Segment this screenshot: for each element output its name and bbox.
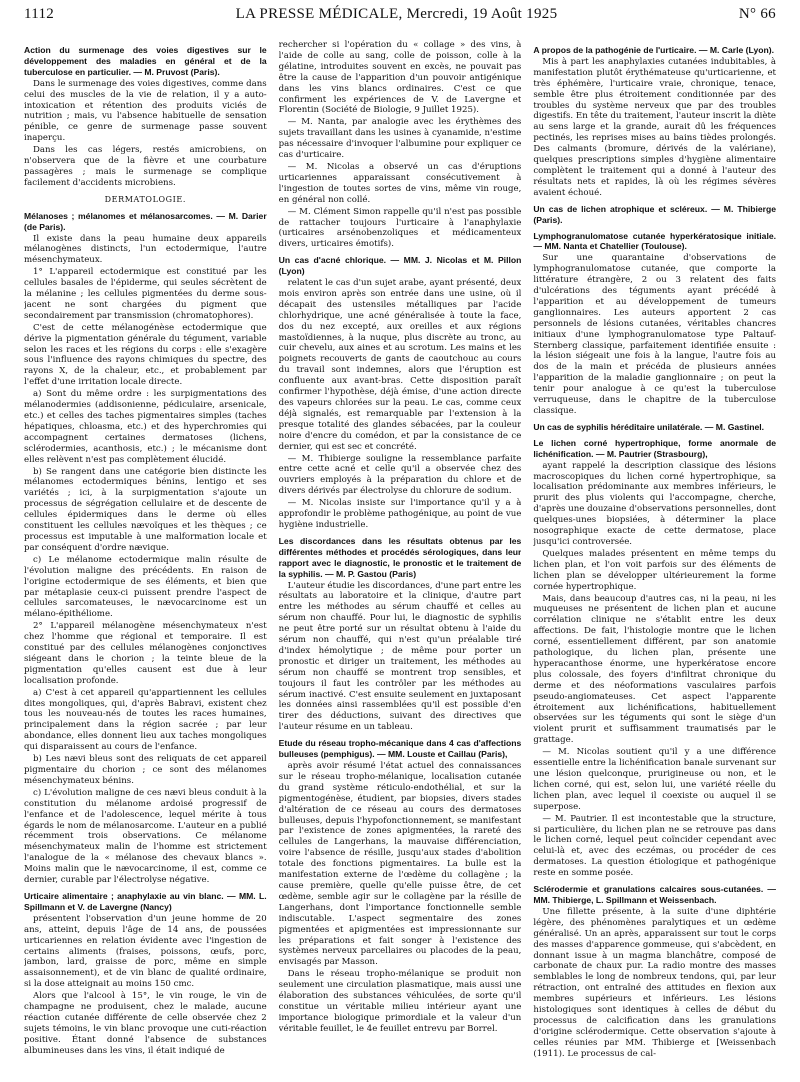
article-heading: Un cas d'acné chlorique. — MM. J. Nicolas et M. Pillon (Lyon) — [278, 255, 522, 277]
article-heading: Sclérodermie et granulations calcaires sous-cutanées. — MM. Thibierge, L. Spillmann et Weissenbach. — [533, 884, 777, 905]
running-header — [24, 6, 776, 32]
article-heading: Un cas de lichen atrophique et scléreux. — M. Thibierge (Paris). — [533, 203, 777, 225]
paragraph: L'auteur étudie les discordances, d'une part entre les résultats au laboratoire et la clinique, d'autre part entre les méthodes au sérum chauffé et celles au sérum non chauffé. Pour lui, le diagnostic de syphilis ne peut être porté sur un résultat obtenu à l'aide du sérum non chauffé, qui n'est qu'un préalable tiré d'index hémolytique ; de même pour porter un pronostic et diriger un traitement, les méthodes au sérum non chauffé se montrent trop sensibles, et toujours il faut les contrôler par les méthodes au sérum inactivé. C'est ensuite seulement en juxtaposant les données ainsi rassemblées qu'il est possible d'en tirer des déductions, suivant des directives que l'auteur résume en un tableau. — [278, 580, 522, 733]
paragraph: — M. Nicolas insiste sur l'importance qu'il y a à approfondir le problème pathogénique, au point de vue hygiène industrielle. — [278, 498, 522, 530]
issue-number: N° 66 — [738, 6, 776, 22]
article-heading: Etude du réseau tropho-mécanique dans 4 cas d'affections bulleuses (pemphigus). — MM. Louste et Caillau (Paris), — [278, 738, 522, 760]
paragraph: Mais, dans beaucoup d'autres cas, ni la peau, ni les muqueuses ne présentent de lichen plan et aucune corrélation clinique ne s'établit entre les deux affections. De fait, l'histologie montre que le lichen corné, essentiellement différent, par son anatomie pathologique, du lichen plan, présente une hyperacanthose énorme, une hyperkératose encore plus colossale, des foyers d'infiltrat chronique du derme et des néoformations vasculaires parfois pseudo-angiomateuses. Cet aspect l'apparente étroitement aux lichénifications, habituellement observées sur les téguments qui sont le siège d'un violent prurit et suffisamment traumatisés par le grattage. — [533, 593, 777, 746]
column-3 — [533, 40, 776, 1080]
paragraph: Une fillette présente, à la suite d'une diphtérie légère, des phénomènes paralytiques et un œdème généralisé. Un an après, apparaissent sur tout le corps des masses d'apparence gommeuse, qui s'abcèdent, en donnant issue à un magma blanchâtre, composé de carbonate de chaux pur. La radio montre des masses semblables le long de nombreux tendons, qui, par leur rétraction, ont entraîné des attitudes en flexion aux membres supérieurs et inférieurs. Les lésions histologiques sont identiques à celles de début du processus de calcification dans les granulations d'origine sclérodermique. Cette observation s'ajoute à celles réunies par MM. Thibierge et [Weissenbach (1911). Le processus de cal- — [533, 906, 777, 1059]
paragraph: ayant rappelé la description classique des lésions macroscopiques du lichen corné hypertrophique, sa localisation prédominante aux membres inférieurs, le prurit des plus violents qui l'accompagne, cherche, d'après une douzaine d'observations personnelles, dont quelques-unes biopsiées, à déterminer la place nosographique exacte de cette dermatose, place jusqu'ici controversée. — [533, 460, 777, 547]
article-heading: Urticaire alimentaire ; anaphylaxie au vin blanc. — MM. L. Spillmann et V. de Lavergne (Nancy) — [24, 890, 267, 912]
paragraph: rechercher si l'opération du « collage » des vins, à l'aide de colle au sang, colle de poisson, colle à la gélatine, introduites souvent en excès, ne pouvait pas être la cause de l'apparition d'un pouvoir antigénique dans les vins blancs ordinaires. C'est ce que confirment les expériences de V. de Lavergne et Florentin (Société de Biologie, 9 Juillet 1925). — [278, 40, 522, 116]
journal-title: LA PRESSE MÉDICALE, Mercredi, 19 Août 1925 — [235, 6, 558, 22]
paragraph: b) Les nævi bleus sont des reliquats de cet appareil pigmentaire du chorion ; ce sont des mélanomes mésenchymateux bénins. — [24, 754, 267, 786]
paragraph: — M. Pautrier. Il est incontestable que la structure, si particulière, du lichen plan ne se retrouve pas dans le lichen corné, lequel peut coïncider cependant avec celui-là et, avec des eczémas, ou procéder de ces dermatoses. La question étiologique et pathogénique reste en somme posée. — [533, 813, 777, 879]
paragraph: après avoir résumé l'état actuel des connaissances sur le réseau tropho-mélanique, localisation cutanée du grand système réticulo-endothélial, et sur la pigmentogénèse, étudient, par biopsies, divers stades d'altération de ce réseau au cours des dermatoses bulleuses, depuis l'hypofonctionnement, se manifestant par l'existence de zones apigmentées, la rareté des cellules de Langerhans, la mauvaise différenciation, voire l'absence de résille, jusqu'aux stades d'abolition totale des fonctions pigmentaires. La bulle est la manifestation externe de l'œdème du collagène ; la cause première, quelle qu'elle puisse être, de cet œdème, semble agir sur le collagène par la résille de Langerhans, dont l'importance fonctionnelle semble indiscutable. L'aspect segmentaire des zones pigmentées et apigmentées est impressionnante sur les préparations et fait songer à l'existence des systèmes nerveux parcellaires ou placodes de la peau, envisagés par Masson. — [278, 761, 522, 968]
paragraph: c) Le mélanome ectodermique malin résulte de l'évolution maligne des précédents. En raison de l'origine ectodermique de ses éléments, et bien que par métaplasie ceux-ci puissent prendre l'aspect de cellules sarcomateuses, le nævocarcinome est un mélano-épithéliome. — [24, 554, 267, 620]
article-heading: Action du surmenage des voies digestives sur le développement des maladies en général et de la tuberculose en particulier. — M. Pruvost (Paris). — [24, 45, 267, 77]
article-heading: Un cas de syphilis héréditaire unilatérale. — M. Gastinel. — [533, 421, 765, 432]
article-heading: Lymphogranulomatose cutanée hyperkératosique initiale. — MM. Nanta et Chatellier (Toulouse). — [533, 230, 777, 252]
paragraph: C'est de cette mélanogénèse ectodermique que dérive la pigmentation générale du tégument, variable selon les races et les régions du corps : elle s'exagère sous l'influence des rayons chimiques du spectre, des rayons X, de la chaleur, etc., et probablement par l'effet d'une irritation locale directe. — [24, 322, 267, 388]
article-heading: Mélanoses ; mélanomes et mélanosarcomes. — M. Darier (de Paris). — [24, 210, 267, 232]
paragraph: a) Sont du même ordre : les surpigmentations des mélanodermies (addisonienne, pédiculaire, arsenicale, etc.) et celles des taches pigmentaires simples (taches hépatiques, chloasma, etc.) et des hyperchromies qui accompagnent certaines dermatoses (lichens, sclérodermies, acanthosis, etc.) ; le mécanisme dont elles relèvent n'est pas complètement élucidé. — [24, 389, 267, 465]
article-heading: Le lichen corné hypertrophique, forme anormale de lichénification. — M. Pautrier (Strasbourg), — [533, 437, 777, 459]
paragraph: — M. Nanta, par analogie avec les érythèmes des sujets travaillant dans les usines à cyanamide, n'estime pas nécessaire d'invoquer l'albumine pour expliquer ce cas d'urticaire. — [278, 117, 522, 161]
paragraph: Dans le surmenage des voies digestives, comme dans celui des muscles de la vie de relation, il y a auto-intoxication et rétention des produits viciés de nutrition ; mais, vu l'absence habituelle de sensation pénible, ce genre de surmenage passe souvent inaperçu. — [24, 78, 267, 144]
paragraph: Il existe dans la peau humaine deux appareils mélanogènes distincts, l'un ectodermique, l'autre mésenchymateux. — [24, 233, 267, 266]
paragraph: b) Se rangent dans une catégorie bien distincte les mélanomes ectodermiques bénins, lentigo et ses variétés ; ici, à la surpigmentation s'ajoute un processus de ségrégation cellulaire et de descente de cellules épidermiques dans le derme où elles constituent les cellules nævoïques et les thèques ; ce processus est imputable à une malformation locale et par conséquent d'ordre nævique. — [24, 466, 267, 553]
column-1 — [24, 40, 267, 1080]
paragraph: 2° L'appareil mélanogène mésenchymateux n'est chez l'homme que régional et temporaire. Il est constitué par des cellules mélanogènes conjonctives siégeant dans le chorion ; la teinte bleue de la pigmentation qu'elles causent est due à leur localisation profonde. — [24, 621, 267, 686]
paragraph: 1° L'appareil ectodermique est constitué par les cellules basales de l'épiderme, qui seules sécrètent de la mélanine ; les cellules pigmentées du derme sous-jacent ne sont chargées du pigment que secondairement par transmission (chromatophores). — [24, 267, 267, 321]
paragraph: c) L'évolution maligne de ces nævi bleus conduit à la constitution du mélanome ardoisé progressif de l'enfance et de l'adolescence, lequel mérite à tous égards le nom de mélanosarcome. L'auteur en a publié récemment trois observations. Ce mélanome mésenchymateux malin de l'homme est strictement l'analogue de la « mélanose des chevaux blancs ». Moins malin que le nævocarcinome, il est, comme ce dernier, curable par l'électrolyse négative. — [24, 787, 267, 886]
paragraph: — M. Thibierge souligne la ressemblance parfaite entre cette acné et celle qu'il a observée chez des ouvriers employés à la préparation du chlore et de divers dérivés par électrolyse du chlorure de sodium. — [278, 453, 522, 497]
paragraph: a) C'est à cet appareil qu'appartiennent les cellules dites mongoliques, qui, d'après Babravi, existent chez tous les nouveau-nés de toutes les races humaines, principalement dans la région sacrée ; par leur abondance, elles donnent lieu aux taches mongoliques qui disparaissent au cours de l'enfance. — [24, 687, 267, 753]
paragraph: Mis à part les anaphylaxies cutanées indubitables, à manifestation plutôt érythémateuse qu'urticarienne, et très éphémère, l'urticaire vraie, chronique, tenace, semble être plus étroitement conditionnée par des troubles du système nerveux que par des troubles digestifs. En tête du traitement, l'auteur inscrit la diète au sens large et la grande, aurait dû les fréquences pectinés, les reprises mises au bains tièdes prolongés. Des calmants (bromure, dérivés de la valériane), quelques prescriptions simples d'hygiène alimentaire complètent le traitement qui a donné à l'auteur des résultats nets et rapides, là où les régimes sévères avaient échoué. — [533, 56, 777, 198]
section-title: DERMATOLOGIE. — [104, 194, 186, 204]
paragraph: Quelques malades présentent en même temps du lichen plan, et l'on voit parfois sur des éléments de lichen plan se développer ultérieurement la forme cornée hypertrophique. — [533, 548, 777, 592]
paragraph: — M. Nicolas soutient qu'il y a une différence essentielle entre la lichénification banale survenant sur une lésion quelconque, prurigineuse ou non, et le lichen corné, qui est, selon lui, une variété réelle du lichen plan, avec lequel il coexiste ou auquel il se superpose. — [533, 747, 777, 812]
paragraph: — M. Nicolas a observé un cas d'éruptions urticariennes apparaissant consécutivement à l'ingestion de toutes sortes de vins, même vin rouge, en général non collé. — [278, 161, 522, 205]
paragraph: Sur une quarantaine d'observations de lymphogranulomatose cutanée, que comporte la littérature étrangère, 2 ou 3 relatent des faits d'ulcérations des téguments ayant précédé à l'apparition et au développement de tumeurs ganglionnaires. Les auteurs apportent 2 cas personnels de lésions cutanées, véritables chancres initiaux d'une lymphogranulomatose type Paltauf-Sternberg classique, parfaitement identifiée ensuite : la lésion siégeait une fois à la langue, l'autre fois au dos de la main et précéda de plusieurs années l'apparition de la maladie ganglionnaire ; on peut la tenir pour analogue à ce qu'est la tuberculose verruqueuse, dans le chapitre de la tuberculose classique. — [533, 253, 777, 416]
column-2 — [279, 40, 522, 1080]
article-heading: A propos de la pathogénie de l'urticaire. — M. Carle (Lyon). — [533, 45, 774, 55]
text-columns — [24, 40, 776, 1080]
paragraph: — M. Clément Simon rappelle qu'il n'est pas possible de rattacher toujours l'urticaire à l'anaphylaxie (urticaires arsénobenzoliques et médicamenteux divers, urticaires émotifs). — [278, 206, 522, 250]
paragraph: Dans les cas légers, restés amicrobiens, on n'observera que de la fièvre et une courbature passagères ; mais le surmenage se complique facilement d'accidents microbiens. — [24, 145, 267, 188]
page-number: 1112 — [24, 6, 55, 22]
paragraph: relatent le cas d'un sujet arabe, ayant présenté, deux mois environ après son entrée dans une usine, où il décapait des ustensiles métalliques par l'acide chlorhydrique, une acné généralisée à toute la face, dos du nez excepté, aux oreilles et aux régions mastoïdiennes, à la nuque, plus discrète au tronc, au cuir chevelu, aux aines et au scrotum. Les mains et les poignets recouverts de gants de caoutchouc au cours du travail sont indemnes, alors que l'éruption est confluente aux avant-bras. Cette disposition paraît confirmer l'hypothèse, déjà émise, d'une action directe des vapeurs chlorées sur la peau. Le cas, comme ceux déjà signalés, est remarquable par l'extension à la presque totalité des glandes sébacées, par la couleur noire d'encre du comédon, et par la consistance de ce dernier, qui est sec et concrété. — [278, 278, 522, 452]
paragraph: Alors que l'alcool à 15°, le vin rouge, le vin de champagne ne produisent, chez le malade, aucune réaction cutanée différente de celle observée chez 2 sujets témoins, le vin blanc provoque une cuti-réaction positive. Étant donné l'absence de substances albumineuses dans les vins, il était indiqué de — [24, 991, 267, 1056]
paragraph: Dans le réseau tropho-mélanique se produit non seulement une circulation plasmatique, mais aussi une élaboration des substances véhiculées, de sorte qu'il constitue un véritable milieu intérieur ayant une importance biologique primordiale et la valeur d'un véritable feuillet, le 4e feuillet entrevu par Borrel. — [278, 969, 522, 1034]
article-heading: Les discordances dans les résultats obtenus par les différentes méthodes et procédés sérologiques, dans leur rapport avec le diagnostic, le pronostic et le traitement de la syphilis. — M. P. Gastou (Paris) — [278, 535, 522, 579]
paragraph: présentent l'observation d'un jeune homme de 20 ans, atteint, depuis l'âge de 14 ans, de poussées urticariennes en relation évidente avec l'ingestion de certains aliments (fraises, poissons, œufs, porc, jambon, lard, graisse de porc, même en simple assaisonnement), et de vin blanc de qualité ordinaire, si la dose atteignait au moins 150 cmc. — [24, 913, 267, 990]
